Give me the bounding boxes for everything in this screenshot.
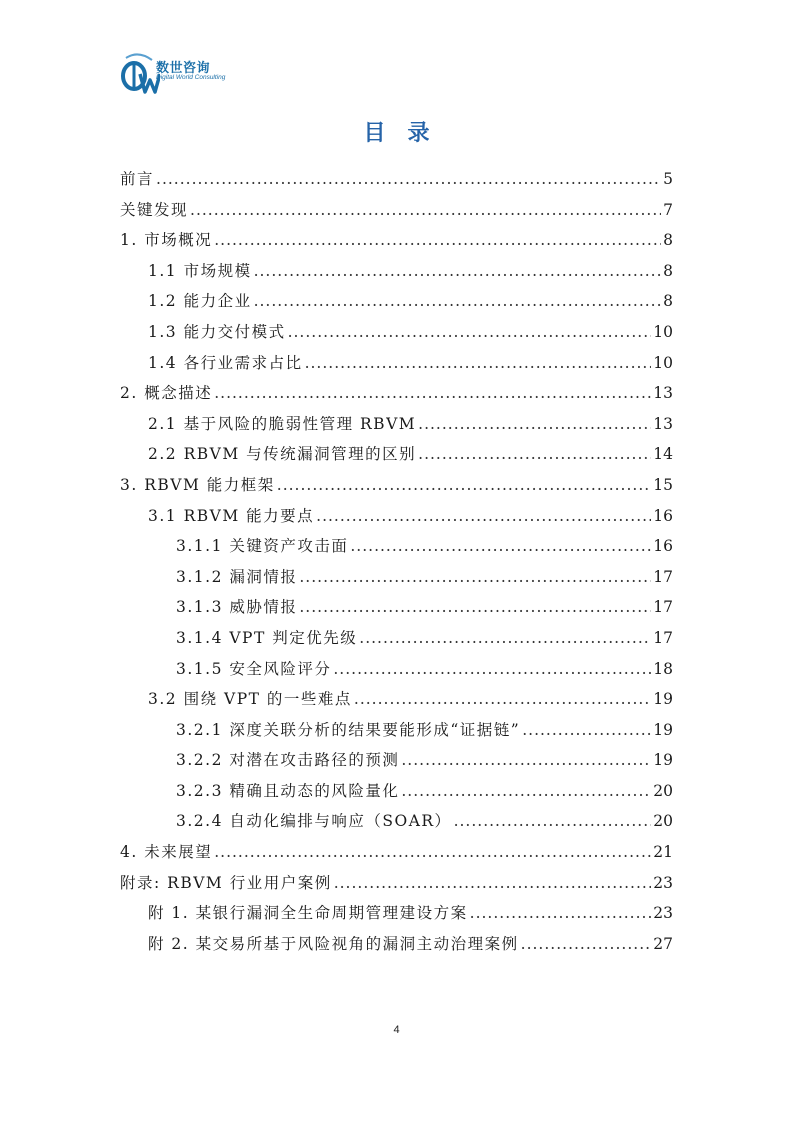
toc-entry[interactable]	[120, 684, 673, 715]
toc-entry[interactable]	[120, 654, 673, 685]
toc-entry-title: 附录: RBVM 行业用户案例	[120, 873, 332, 892]
toc-entry-title: 3.2.4 自动化编排与响应（SOAR）	[176, 812, 452, 831]
toc-entry-page: 13	[653, 384, 673, 403]
toc-entry-page: 19	[653, 751, 673, 770]
toc-entry-title: 4. 未来展望	[120, 843, 213, 862]
toc-leader-dots	[299, 562, 651, 593]
toc-leader-dots	[401, 745, 651, 776]
toc-entry-title: 3.1 RBVM 能力要点	[148, 506, 315, 525]
toc-entry[interactable]	[120, 776, 673, 807]
toc-entry[interactable]	[120, 806, 673, 837]
toc-entry-page: 19	[653, 720, 673, 739]
dw-logo-icon	[120, 52, 160, 94]
toc-entry-title: 附 2. 某交易所基于风险视角的漏洞主动治理案例	[148, 934, 519, 953]
toc-entry-page: 18	[653, 659, 673, 678]
toc-entry[interactable]	[120, 715, 673, 746]
toc-leader-dots	[254, 286, 662, 317]
toc-entry-page: 17	[653, 598, 673, 617]
toc-entry-title: 1.3 能力交付模式	[148, 322, 286, 341]
toc-entry-page: 20	[653, 812, 673, 831]
toc-leader-dots	[333, 654, 651, 685]
toc-entry[interactable]	[120, 409, 673, 440]
brand-name-cn: 数世咨询	[156, 61, 211, 76]
toc-leader-dots	[354, 684, 651, 715]
toc-entry[interactable]	[120, 286, 673, 317]
toc-entry[interactable]	[120, 470, 673, 501]
toc-leader-dots	[305, 348, 652, 379]
toc-entry-page: 8	[663, 292, 673, 311]
toc-entry-page: 17	[653, 567, 673, 586]
toc-leader-dots	[214, 378, 651, 409]
toc-entry-title: 3.1.5 安全风险评分	[176, 659, 332, 678]
toc-entry-page: 15	[653, 475, 673, 494]
toc-entry[interactable]	[120, 439, 673, 470]
toc-leader-dots	[350, 531, 651, 562]
toc-leader-dots	[359, 623, 651, 654]
toc-entry[interactable]	[120, 225, 673, 256]
toc-entry-title: 3.2.3 精确且动态的风险量化	[176, 781, 400, 800]
toc-entry-page: 16	[653, 506, 673, 525]
toc-entry-title: 1.2 能力企业	[148, 292, 252, 311]
toc-entry[interactable]	[120, 562, 673, 593]
toc-entry[interactable]	[120, 745, 673, 776]
toc-leader-dots	[401, 776, 651, 807]
brand-name-en: Digital World Consulting	[156, 74, 226, 81]
toc-entry-page: 27	[653, 934, 673, 953]
table-of-contents	[120, 164, 673, 959]
toc-entry[interactable]	[120, 868, 673, 899]
toc-entry-title: 2.2 RBVM 与传统漏洞管理的区别	[148, 445, 417, 464]
toc-entry-title: 3. RBVM 能力框架	[120, 475, 275, 494]
toc-leader-dots	[288, 317, 652, 348]
toc-entry-page: 14	[653, 445, 673, 464]
toc-entry-title: 附 1. 某银行漏洞全生命周期管理建设方案	[148, 904, 468, 923]
toc-leader-dots	[277, 470, 651, 501]
toc-entry-page: 23	[653, 904, 673, 923]
toc-leader-dots	[299, 592, 651, 623]
toc-entry[interactable]	[120, 256, 673, 287]
toc-entry-title: 3.1.4 VPT 判定优先级	[176, 628, 358, 647]
toc-leader-dots	[418, 439, 651, 470]
toc-leader-dots	[470, 898, 652, 929]
toc-entry-title: 1.1 市场规模	[148, 261, 252, 280]
toc-entry-title: 1. 市场概况	[120, 231, 213, 250]
toc-entry-page: 17	[653, 628, 673, 647]
toc-entry-title: 2.1 基于风险的脆弱性管理 RBVM	[148, 414, 417, 433]
toc-entry-title: 3.1.1 关键资产攻击面	[176, 537, 349, 556]
toc-entry[interactable]	[120, 501, 673, 532]
toc-entry-page: 10	[653, 353, 673, 372]
toc-leader-dots	[334, 868, 652, 899]
toc-entry[interactable]	[120, 378, 673, 409]
toc-entry-title: 3.2 围绕 VPT 的一些难点	[148, 690, 352, 709]
toc-entry[interactable]	[120, 317, 673, 348]
toc-entry-title: 关键发现	[120, 200, 189, 219]
page-title: 目录	[363, 121, 452, 146]
page-number: 4	[393, 1024, 400, 1036]
toc-entry-page: 19	[653, 690, 673, 709]
company-logo	[120, 52, 240, 98]
toc-entry-title: 前言	[120, 170, 155, 188]
toc-entry[interactable]	[120, 623, 673, 654]
toc-leader-dots	[214, 225, 661, 256]
toc-leader-dots	[521, 929, 652, 960]
toc-entry-page: 10	[653, 322, 673, 341]
toc-entry-title: 3.1.2 漏洞情报	[176, 567, 298, 586]
toc-entry-title: 3.1.3 威胁情报	[176, 598, 298, 617]
toc-entry-page: 16	[653, 537, 673, 556]
toc-entry[interactable]	[120, 929, 673, 960]
toc-entry-page: 20	[653, 781, 673, 800]
toc-entry-title: 3.2.1 深度关联分析的结果要能形成“证据链”	[176, 720, 521, 739]
toc-entry-page: 13	[653, 414, 673, 433]
toc-leader-dots	[156, 164, 661, 195]
toc-entry[interactable]	[120, 898, 673, 929]
toc-entry-page: 8	[663, 231, 673, 250]
toc-entry[interactable]	[120, 531, 673, 562]
toc-leader-dots	[190, 195, 661, 226]
toc-entry-page: 7	[663, 200, 673, 219]
toc-entry[interactable]	[120, 837, 673, 868]
toc-leader-dots	[316, 501, 651, 532]
toc-entry[interactable]	[120, 348, 673, 379]
toc-leader-dots	[254, 256, 662, 287]
toc-entry[interactable]	[120, 195, 673, 226]
toc-leader-dots	[454, 806, 652, 837]
toc-entry[interactable]	[120, 164, 673, 195]
toc-entry-page: 5	[663, 170, 673, 188]
toc-entry-page: 23	[653, 873, 673, 892]
toc-entry-page: 8	[663, 261, 673, 280]
toc-entry-page: 21	[653, 843, 673, 862]
toc-leader-dots	[522, 715, 651, 746]
toc-entry-title: 2. 概念描述	[120, 384, 213, 403]
toc-leader-dots	[214, 837, 651, 868]
toc-leader-dots	[418, 409, 651, 440]
toc-entry[interactable]	[120, 592, 673, 623]
toc-entry-title: 3.2.2 对潜在攻击路径的预测	[176, 751, 400, 770]
toc-entry-title: 1.4 各行业需求占比	[148, 353, 303, 372]
